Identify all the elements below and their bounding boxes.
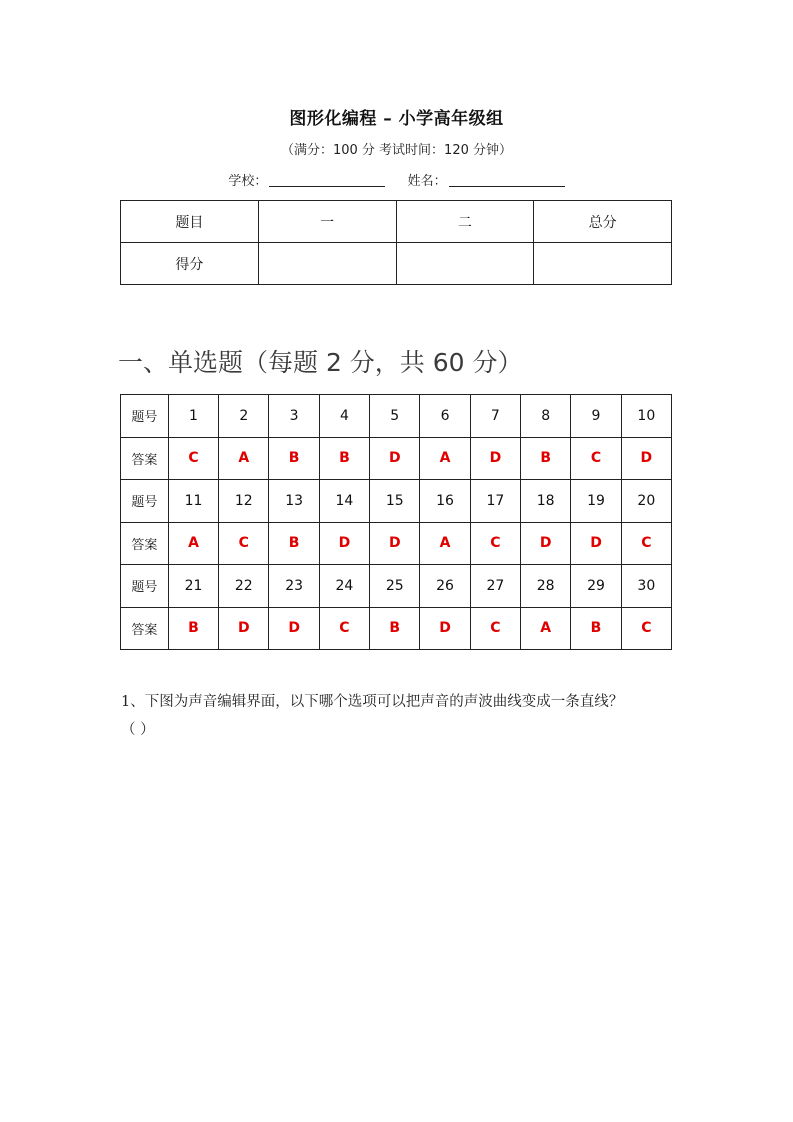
exam-info: （满分：100 分 考试时间：120 分钟） xyxy=(280,143,513,158)
row-header: 题号 xyxy=(121,565,169,608)
answer-table xyxy=(120,394,672,650)
table-cell: 总分 xyxy=(534,201,672,243)
answer-cell: B xyxy=(521,437,571,480)
answer-cell: B xyxy=(168,607,218,650)
answer-cell: D xyxy=(470,437,520,480)
answer-cell: C xyxy=(621,522,671,565)
question-number: 16 xyxy=(420,480,470,523)
answer-cell: B xyxy=(370,607,420,650)
question-number: 3 xyxy=(269,395,319,438)
question-number: 10 xyxy=(621,395,671,438)
question-number: 20 xyxy=(621,480,671,523)
question-number: 24 xyxy=(319,565,369,608)
question-number: 18 xyxy=(521,480,571,523)
table-row xyxy=(121,565,672,608)
question-number: 7 xyxy=(470,395,520,438)
answer-cell: A xyxy=(521,607,571,650)
question-number: 11 xyxy=(168,480,218,523)
school-label: 学校： xyxy=(228,174,268,189)
answer-cell: D xyxy=(370,437,420,480)
answer-cell: B xyxy=(571,607,621,650)
student-info-line xyxy=(0,170,793,189)
question-number: 17 xyxy=(470,480,520,523)
answer-cell: C xyxy=(319,607,369,650)
question-number: 8 xyxy=(521,395,571,438)
table-cell: 题目 xyxy=(121,201,259,243)
table-row xyxy=(121,243,672,285)
score-cell[interactable] xyxy=(534,243,672,285)
table-row xyxy=(121,522,672,565)
answer-cell: B xyxy=(269,437,319,480)
answer-cell: C xyxy=(219,522,269,565)
row-header: 答案 xyxy=(121,437,169,480)
answer-cell: C xyxy=(621,607,671,650)
answer-cell: D xyxy=(370,522,420,565)
table-row xyxy=(121,201,672,243)
question-number: 22 xyxy=(219,565,269,608)
name-label: 姓名： xyxy=(407,174,447,189)
answer-cell: D xyxy=(621,437,671,480)
answer-blank[interactable]: （ ） xyxy=(121,722,155,738)
question-number: 13 xyxy=(269,480,319,523)
question-number: 4 xyxy=(319,395,369,438)
table-cell: 二 xyxy=(396,201,534,243)
answer-cell: C xyxy=(168,437,218,480)
question-number: 9 xyxy=(571,395,621,438)
question-number: 5 xyxy=(370,395,420,438)
question-number: 6 xyxy=(420,395,470,438)
answer-cell: D xyxy=(521,522,571,565)
answer-cell: A xyxy=(168,522,218,565)
table-row xyxy=(121,607,672,650)
table-row xyxy=(121,437,672,480)
question-number: 25 xyxy=(370,565,420,608)
answer-cell: D xyxy=(319,522,369,565)
question-1 xyxy=(121,688,681,744)
table-row xyxy=(121,480,672,523)
answer-cell: D xyxy=(420,607,470,650)
question-number: 1 xyxy=(168,395,218,438)
question-text: 1、下图为声音编辑界面，以下哪个选项可以把声音的声波曲线变成一条直线？ xyxy=(121,694,624,710)
question-number: 19 xyxy=(571,480,621,523)
question-number: 21 xyxy=(168,565,218,608)
question-number: 29 xyxy=(571,565,621,608)
answer-cell: C xyxy=(470,522,520,565)
score-table xyxy=(120,200,672,285)
table-cell: 一 xyxy=(258,201,396,243)
question-number: 14 xyxy=(319,480,369,523)
answer-cell: D xyxy=(269,607,319,650)
question-number: 2 xyxy=(219,395,269,438)
answer-cell: B xyxy=(319,437,369,480)
question-number: 26 xyxy=(420,565,470,608)
answer-cell: D xyxy=(219,607,269,650)
table-cell: 得分 xyxy=(121,243,259,285)
answer-cell: A xyxy=(219,437,269,480)
row-header: 题号 xyxy=(121,480,169,523)
question-number: 30 xyxy=(621,565,671,608)
answer-cell: C xyxy=(571,437,621,480)
answer-cell: D xyxy=(571,522,621,565)
row-header: 题号 xyxy=(121,395,169,438)
question-number: 15 xyxy=(370,480,420,523)
question-number: 27 xyxy=(470,565,520,608)
section-heading: 一、单选题（每题 2 分，共 60 分） xyxy=(118,348,523,377)
name-blank[interactable] xyxy=(449,172,565,187)
page-title: 图形化编程 – 小学高年级组 xyxy=(289,109,504,129)
row-header: 答案 xyxy=(121,607,169,650)
question-number: 28 xyxy=(521,565,571,608)
answer-cell: B xyxy=(269,522,319,565)
answer-cell: A xyxy=(420,437,470,480)
answer-cell: C xyxy=(470,607,520,650)
score-cell[interactable] xyxy=(258,243,396,285)
row-header: 答案 xyxy=(121,522,169,565)
table-row xyxy=(121,395,672,438)
question-number: 12 xyxy=(219,480,269,523)
score-cell[interactable] xyxy=(396,243,534,285)
school-blank[interactable] xyxy=(269,172,385,187)
question-number: 23 xyxy=(269,565,319,608)
answer-cell: A xyxy=(420,522,470,565)
